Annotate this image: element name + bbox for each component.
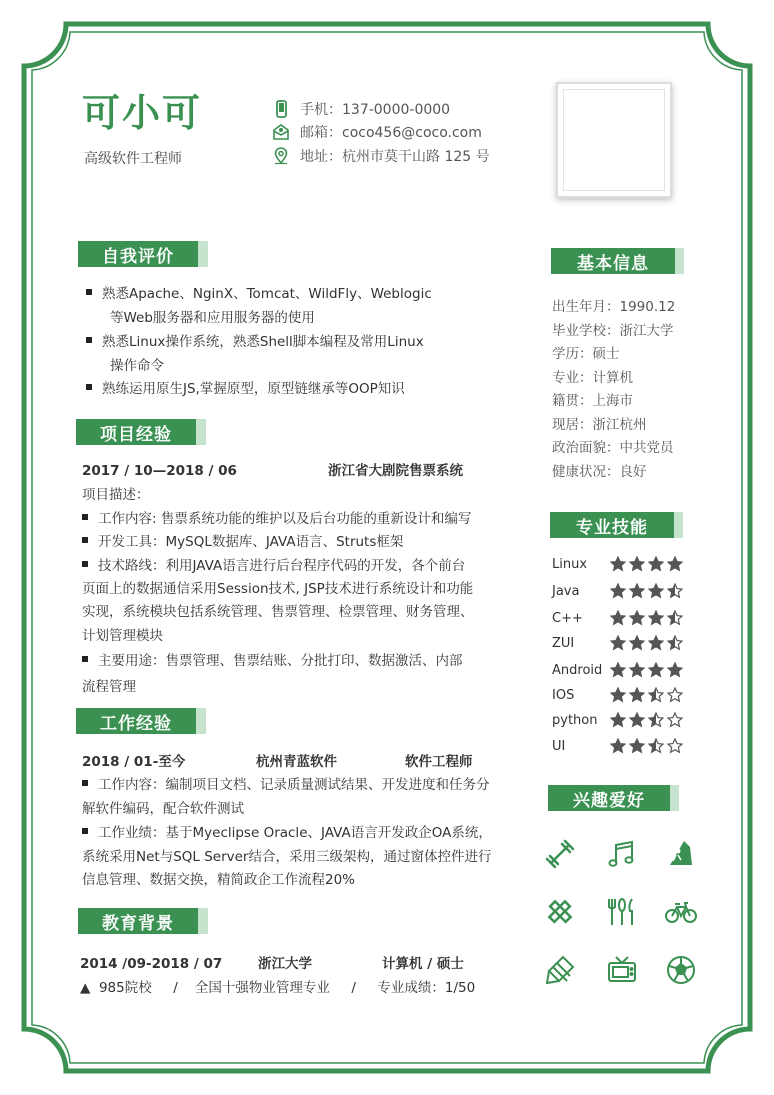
section-title-skills: 专业技能 — [550, 512, 674, 538]
skill-rating — [610, 635, 683, 651]
basic-info-item: 专业：计算机 — [552, 369, 633, 386]
work-line: 工作内容：编制项目文档、记录质量测试结果、开发进度和任务分 — [82, 773, 490, 797]
star-half-icon — [667, 610, 683, 626]
skill-row — [552, 580, 692, 602]
dining-icon — [605, 895, 639, 929]
skill-rating — [610, 610, 683, 626]
skill-name: IOS — [552, 687, 575, 703]
phone-text: 手机：137-0000-0000 — [300, 102, 451, 118]
section-title-self-eval: 自我评价 — [78, 241, 198, 267]
work-line: 工作业绩：基于Myeclipse Oracle、JAVA语言开发政企OA系统， — [82, 821, 492, 845]
edu-detail: ▲ 985院校 / 全国十强物业管理专业 / 专业成绩：1/50 — [80, 980, 476, 996]
skill-row — [552, 659, 692, 681]
sewing-icon — [543, 895, 577, 929]
skill-rating — [610, 583, 683, 599]
skill-rating — [610, 687, 683, 703]
basic-info-item: 政治面貌：中共党员 — [552, 440, 674, 456]
section-title-accent — [198, 241, 208, 267]
skill-row — [552, 735, 692, 757]
star-empty-icon — [667, 687, 683, 703]
music-note-icon — [605, 837, 639, 871]
star-full-icon — [629, 610, 645, 626]
project-line: 流程管理 — [82, 679, 136, 695]
star-full-icon — [629, 712, 645, 728]
skill-rating — [610, 662, 683, 678]
job-title: 高级软件工程师 — [84, 151, 182, 167]
section-title-accent — [196, 419, 206, 445]
star-full-icon — [648, 635, 664, 651]
skill-rating — [610, 712, 683, 728]
skill-row — [552, 553, 692, 575]
star-full-icon — [610, 687, 626, 703]
project-line: 工作内容: 售票系统功能的维护以及后台功能的重新设计和编写 — [82, 507, 471, 531]
star-full-icon — [610, 662, 626, 678]
basic-info-item: 毕业学校：浙江大学 — [552, 322, 674, 339]
project-name: 浙江省大剧院售票系统 — [328, 463, 463, 479]
basic-info-list — [552, 296, 675, 484]
star-full-icon — [648, 610, 664, 626]
bicycle-icon — [664, 895, 698, 929]
project-line: 计划管理模块 — [82, 628, 163, 644]
dumbbell-icon — [543, 837, 577, 871]
star-full-icon — [629, 583, 645, 599]
star-half-icon — [648, 712, 664, 728]
skill-row — [552, 709, 692, 731]
project-period: 2017 / 10—2018 / 06 — [82, 463, 237, 479]
star-half-icon — [667, 635, 683, 651]
section-title-accent — [670, 785, 679, 811]
skill-name: C++ — [552, 610, 583, 626]
skill-name: python — [552, 712, 598, 728]
star-half-icon — [648, 738, 664, 754]
tv-icon — [605, 953, 639, 987]
skill-name: ZUI — [552, 635, 575, 651]
work-period: 2018 / 01-至今 — [82, 754, 186, 770]
star-full-icon — [610, 583, 626, 599]
project-line: 实现，系统模块包括系统管理、售票管理、检票管理、财务管理、 — [82, 604, 474, 620]
project-line: 技术路线：利用JAVA语言进行后台程序代码的开发，各个前台 — [82, 554, 465, 578]
skill-name: Java — [552, 583, 580, 599]
basic-info-item: 现居：浙江杭州 — [552, 416, 647, 433]
section-title-education: 教育背景 — [78, 908, 198, 934]
section-title-accent — [675, 248, 684, 274]
project-desc-label: 项目描述： — [82, 487, 150, 503]
skill-name: Linux — [552, 556, 588, 572]
project-line: 页面上的数据通信采用Session技术, JSP技术进行系统设计和功能 — [82, 581, 474, 597]
basic-info-item: 学历：硕士 — [552, 346, 620, 362]
edu-school: 浙江大学 — [258, 956, 312, 972]
star-full-icon — [629, 662, 645, 678]
climbing-icon — [664, 837, 698, 871]
basic-info-item: 出生年月：1990.12 — [552, 299, 676, 315]
self-eval-item: 熟悉Apache、NginX、Tomcat、WildFly、Weblogic — [86, 282, 432, 306]
address-text: 地址：杭州市莫干山路 125 号 — [300, 149, 490, 165]
skill-row — [552, 607, 692, 629]
contact-address — [272, 146, 490, 166]
email-icon — [272, 123, 290, 141]
edu-period: 2014 /09-2018 / 07 — [80, 956, 223, 972]
work-line: 信息管理、数据交换，精简政企工作流程20% — [82, 872, 356, 888]
section-title-basic-info: 基本信息 — [551, 248, 675, 274]
star-empty-icon — [667, 712, 683, 728]
edu-major-degree: 计算机 / 硕士 — [382, 956, 464, 972]
self-eval-item: 熟悉Linux操作系统，熟悉Shell脚本编程及常用Linux — [86, 330, 424, 354]
skill-row — [552, 684, 692, 706]
football-icon — [664, 953, 698, 987]
self-eval-item: 熟练运用原生JS,掌握原型，原型链继承等OOP知识 — [86, 377, 405, 401]
basic-info-item: 健康状况：良好 — [552, 463, 647, 480]
project-line: 开发工具：MySQL数据库、JAVA语言、Struts框架 — [82, 530, 403, 554]
section-title-work: 工作经验 — [76, 708, 196, 734]
star-half-icon — [667, 583, 683, 599]
email-text: 邮箱：coco456@coco.com — [300, 125, 482, 141]
star-full-icon — [667, 662, 683, 678]
skill-row — [552, 632, 692, 654]
section-title-projects: 项目经验 — [76, 419, 196, 445]
star-full-icon — [610, 610, 626, 626]
contact-email — [272, 122, 482, 142]
star-full-icon — [648, 583, 664, 599]
self-eval-item-cont: 操作命令 — [110, 358, 164, 374]
section-title-accent — [674, 512, 683, 538]
star-full-icon — [610, 738, 626, 754]
star-half-icon — [648, 687, 664, 703]
badminton-icon — [543, 953, 577, 987]
skill-name: UI — [552, 738, 566, 754]
star-full-icon — [667, 556, 683, 572]
star-empty-icon — [667, 738, 683, 754]
basic-info-item: 籍贯：上海市 — [552, 393, 633, 409]
star-full-icon — [629, 738, 645, 754]
star-full-icon — [648, 662, 664, 678]
project-line: 主要用途：售票管理、售票结账、分批打印、数据激活、内部 — [82, 649, 463, 673]
self-eval-item-cont: 等Web服务器和应用服务器的使用 — [110, 310, 315, 326]
star-full-icon — [610, 712, 626, 728]
star-full-icon — [610, 556, 626, 572]
section-title-hobbies: 兴趣爱好 — [548, 785, 670, 811]
phone-icon — [272, 100, 290, 118]
star-full-icon — [629, 635, 645, 651]
work-company: 杭州青蓝软件 — [256, 754, 337, 770]
work-line: 解软件编码，配合软件测试 — [82, 801, 244, 817]
skill-rating — [610, 556, 683, 572]
section-title-accent — [196, 708, 206, 734]
skill-rating — [610, 738, 683, 754]
work-line: 系统采用Net与SQL Server结合，采用三级架构，通过窗体控件进行 — [82, 849, 492, 865]
star-full-icon — [629, 556, 645, 572]
location-pin-icon — [272, 147, 290, 165]
section-title-accent — [198, 908, 208, 934]
star-full-icon — [648, 556, 664, 572]
person-name: 可小可 — [82, 91, 203, 135]
star-full-icon — [629, 687, 645, 703]
star-full-icon — [610, 635, 626, 651]
skill-name: Android — [552, 662, 603, 678]
profile-photo-placeholder — [556, 82, 672, 198]
contact-phone — [272, 99, 450, 119]
work-position: 软件工程师 — [405, 754, 473, 770]
